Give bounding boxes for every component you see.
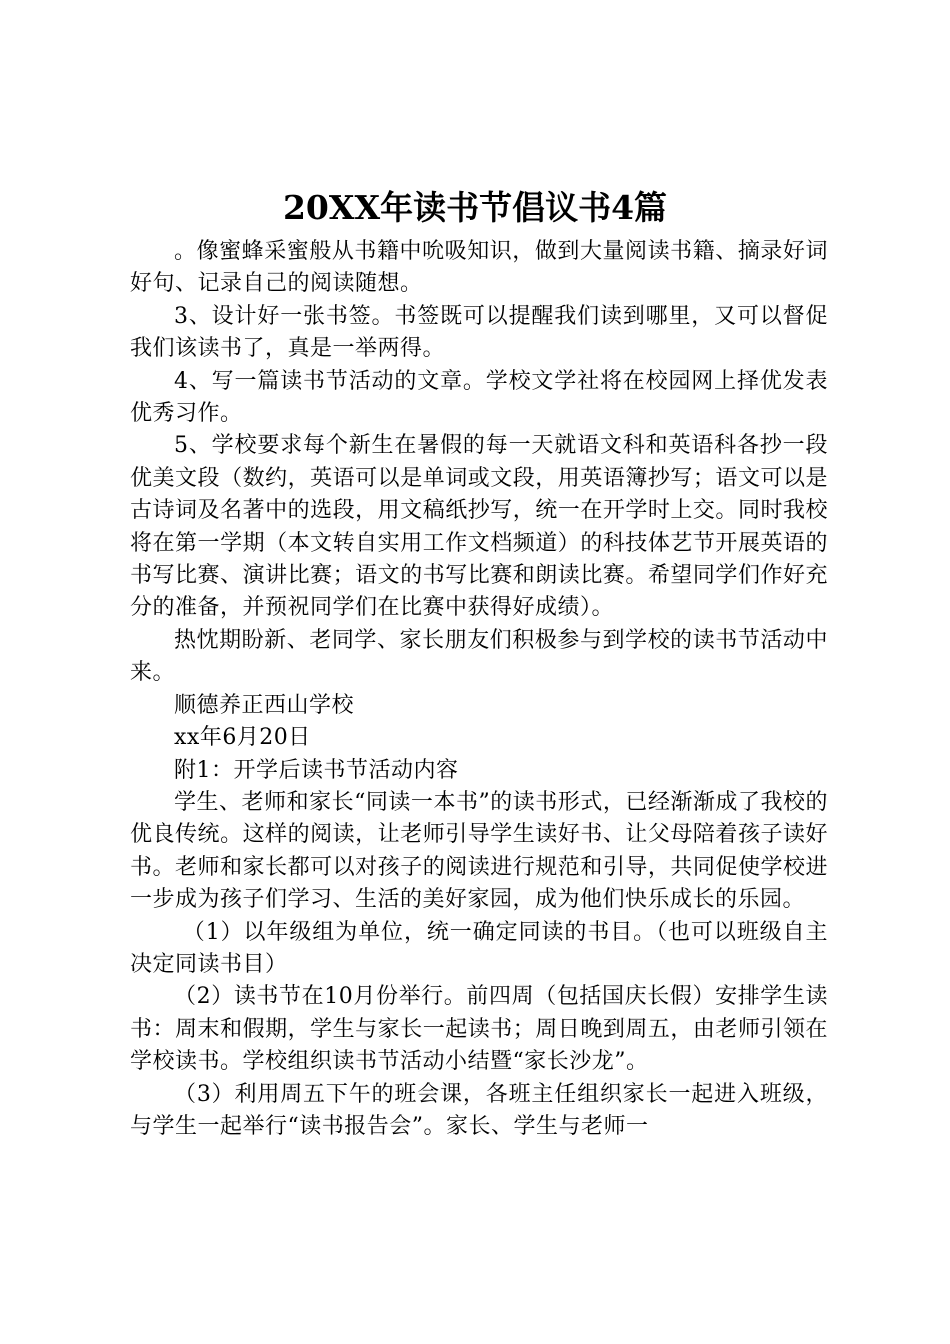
paragraph-shared-reading: 学生、老师和家长“同读一本书”的读书形式，已经渐渐成了我校的优良传统。这样的阅读，让老师引导学生读好书、让父母陪着孩子读好书。老师和家长都可以对孩子的阅读进行规范和引导，共同促使学校进一步成为孩子们学习、生活的美好家园，成为他们快乐成长的乐园。 <box>130 789 828 913</box>
list-item-3: （3）利用周五下午的班会课，各班主任组织家长一起进入班级，与学生一起举行“读书报告会”。家长、学生与老师一 <box>130 1081 828 1139</box>
list-item-2: （2）读书节在10月份举行。前四周（包括国庆长假）安排学生读书：周末和假期，学生与家长一起读书；周日晚到周五，由老师引领在学校读书。学校组织读书节活动小结暨“家长沙龙”。 <box>130 984 828 1075</box>
appendix-heading: 附1：开学后读书节活动内容 <box>174 757 459 783</box>
paragraph-article: 4、写一篇读书节活动的文章。学校文学社将在校园网上择优发表优秀习作。 <box>130 368 828 427</box>
paragraph-reading-habits: 。像蜜蜂采蜜般从书籍中吮吸知识，做到大量阅读书籍、摘录好词好句、记录自己的阅读随想。 <box>130 239 828 297</box>
paragraph-summer-copying: 5、学校要求每个新生在暑假的每一天就语文科和英语科各抄一段优美文段（数约，英语可以是单词或文段，用英语簿抄写；语文可以是古诗词及名著中的选段，用文稿纸抄写，统一在开学时上交。同时我校将在第一学期（本文转自实用工作文档频道）的科技体艺节开展英语的书写比赛、演讲比赛；语文的书写比赛和朗读比赛。希望同学们作好充分的准备，并预祝同学们在比赛中获得好成绩）。 <box>130 433 828 621</box>
list-item-1: （1）以年级组为单位，统一确定同读的书目。（也可以班级自主决定同读书目） <box>130 919 828 977</box>
paragraph-bookmark: 3、设计好一张书签。书签既可以提醒我们读到哪里，又可以督促我们该读书了，真是一举两得。 <box>130 303 828 362</box>
signature-date: xx年6月20日 <box>174 725 311 751</box>
signature-school: 顺德养正西山学校 <box>174 692 355 718</box>
document-title: 20XX年读书节倡议书4篇 <box>282 188 668 227</box>
paragraph-invitation: 热忱期盼新、老同学、家长朋友们积极参与到学校的读书节活动中来。 <box>130 627 828 686</box>
document-body <box>130 236 828 1143</box>
